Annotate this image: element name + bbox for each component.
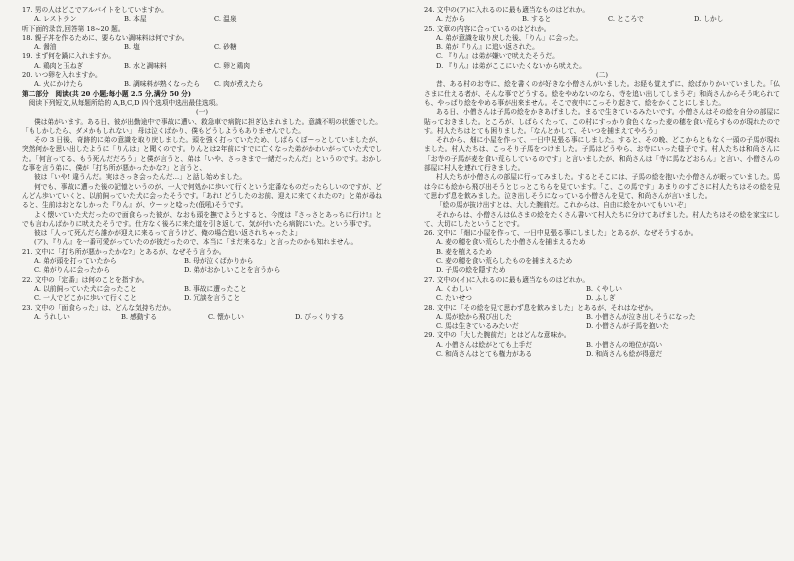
answer-option: C. 弟がりんに会ったから	[34, 266, 111, 275]
answer-option: D. しかし	[694, 15, 724, 24]
question-text: 24. 文中の(ア)に入れるのに最も適当なものはどれか。	[424, 6, 590, 14]
question-text: 27. 文中の(イ)に入れるのに最も適当なものはどれか。	[424, 275, 590, 284]
passage-paragraph: ある日、小僧さんは子馬の絵をかきあげました。まるで生きているみたいです。小僧さんはその絵を自分の部屋に貼っておきました。ところが、しばらくたって、この村にすっかり食色くなった麦の穂を食い荒らすものが現れたのです。村人たちはとても困りました。「なんとかして、そいつを捕まえてやろう」	[424, 108, 780, 135]
answer-option: C. 麦の穂を食い荒らしたものを捕まえるため	[436, 257, 573, 266]
answer-options	[22, 15, 382, 24]
answer-options	[22, 266, 382, 275]
answer-option: C. 温泉	[214, 15, 237, 24]
answer-options	[424, 350, 780, 359]
answer-option: B. くやしい	[586, 284, 622, 293]
answer-option: A. 弟が頭を打っていたから	[34, 257, 117, 266]
passage-one	[22, 118, 382, 248]
passage-paragraph: よく懐いていた犬だったので面食らった彼が、なおも頭を撫でようとすると、今度は『さっさとあっちに行け!』とでも言わんばかりに吠えたそうです。仕方なく後ろに来た道を引き返して、気が付いたら病院にいた。という事です。	[22, 210, 382, 228]
answer-option: A. 鶏肉と玉ねぎ	[34, 61, 84, 70]
answer-option: B. すると	[522, 15, 552, 24]
left-questions-top	[22, 6, 382, 118]
answer-option: D. 小僧さんが子馬を抱いた	[586, 322, 669, 331]
passage-paragraph: それからは、小僧さんは仏さまの絵をたくさん書いて村人たちに分けてあげました。村人たちはその絵を家宝にして、大切にしたということです。	[424, 210, 780, 228]
left-questions-bottom	[22, 248, 382, 322]
question-text: 26. 文中に「畑に小屋を作って、一日中見張る事にしました」とあるが、なぜそうするか。	[424, 229, 698, 238]
answer-option: D. 冗談を言うこと	[184, 294, 241, 303]
passage-two	[424, 80, 780, 229]
passage-paragraph: 村人たちが小僧さんの部屋に行ってみました。するとそこには、子馬の絵を抱いた小僧さんが眠っていました。馬は今にも絵から飛び出そうとじっとこちらを見ています。「こ、この馬です」あまりのすごさに村人たちはその絵を見て思わず息を飲みました。泣き出しそうになっている小僧さんを見て、和尚さんが言いました。	[424, 173, 780, 200]
answer-options	[22, 285, 382, 294]
answer-option: A. くわしい	[436, 284, 472, 293]
answer-option: C. ところで	[608, 15, 644, 24]
passage-paragraph: それから、畑に小屋を作って、一日中見張る事にしました。すると、その晩、どこからともなく一頭の子馬が現れました。村人たちは、こっそり子馬をつけました。子馬はどうやら、お寺にいった様子です。村人たちは和尚さんに「お寺の子馬が麦を食い荒らしているのです」と言いましたが、和尚さんは「寺に馬などおらん」と言い、小僧さんの部屋に村人を連れて行きました。	[424, 136, 780, 173]
answer-option: C. 卵と鶏肉	[214, 61, 250, 70]
answer-option: D. 子馬の絵を隠すため	[436, 266, 506, 275]
answer-option: B. 水と調味料	[124, 61, 167, 70]
answer-option: C. 肉が煮えたら	[214, 80, 264, 89]
answer-option: B. 事故に遭ったこと	[184, 284, 247, 293]
answer-option: C. 砂糖	[214, 43, 237, 52]
answer-options	[424, 34, 780, 71]
answer-option: A. 小僧さんは絵がとても上手だ	[436, 340, 533, 349]
answer-option: A. 醤油	[34, 43, 57, 52]
right-questions-bottom	[424, 229, 780, 359]
answer-option: B. 小僧さんが泣き出しそうになった	[586, 312, 696, 321]
right-questions-top	[424, 6, 780, 80]
answer-options	[424, 238, 780, 275]
answer-options	[22, 80, 382, 89]
answer-option: A. 弟が意識を取り戻した後、「りん」に会った。	[436, 33, 583, 42]
question-text: 25. 文章の内容に合っているのはどれか。	[424, 24, 551, 33]
passage-paragraph: 何でも、事故に遭った後の記憶というのが、一人で何処かに歩いて行くという定番なものだったらしいのですが、どんどん歩いていくと、以前飼っていた犬に会ったそうです。「あれ! どうしたのお前、迎えに来てくれたの?」と弟が尋ねると、生前はおとなしかった『りん』が、ウーッと唸った(低吼)そうです。	[22, 182, 382, 210]
answer-options	[424, 313, 780, 322]
answer-option: B. 調味料が熟くなったら	[124, 80, 201, 89]
left-column	[22, 6, 382, 322]
question-text: 听下面的录音,回答第 18~20 题。	[22, 24, 125, 33]
answer-options	[424, 294, 780, 303]
section-heading: 第二部分 阅读(共 20 小题;每小题 2.5 分,满分 50 分)	[22, 89, 192, 98]
passage-number: (二)	[596, 71, 608, 80]
passage-paragraph: 昔、ある村のお寺に、絵を書くのが好きな小僧さんがいました。お経も覚えずに、絵ばかりかいていました。「仏さまに仕える者が、そんな事でどうする。絵をやめないのなら、寺を追い出してしまうぞ」和尚さんからそう叱られても、やっぱり絵をやめる事が出来ません。そこで夜中にこっそり起きて、絵をかくことにしました。	[424, 80, 780, 107]
passage-paragraph: (ア)、『りん』を一番可愛がっていたのが彼だったので、本当に「まだ来るな」と言ったのかも知れません。	[34, 238, 358, 247]
question-text: 21. 文中に「打ち所が悪かったかな?」とあるが、なぜそう言うか。	[22, 247, 226, 256]
question-text: 28. 文中に「その絵を見て思わず息を飲みました」とあるが、それはなぜか。	[424, 303, 658, 312]
passage-paragraph: 僕は弟がいます。ある日、彼が出勤途中で事故に遭い、救急車で病院に担ぎ込まれました。意識不明の状態でした。「もしかしたら、ダメかもしれない」 母は泣くばかり、僕もどうしようもありませんでした。	[22, 117, 382, 135]
answer-option: B. 弟が『りん』に追い返された。	[436, 43, 539, 52]
answer-option: D. びっくりする	[295, 312, 345, 321]
answer-option: C. 一人でどこかに歩いて行くこと	[34, 294, 137, 303]
answer-option: B. 感動する	[121, 312, 157, 321]
answer-options	[22, 257, 382, 266]
answer-option: A. 馬が絵から飛び出した	[436, 312, 512, 321]
passage-number: (一)	[196, 108, 208, 117]
right-column	[424, 6, 780, 359]
answer-option: A. だから	[436, 15, 466, 24]
question-text: 18. 親子丼を作るために、要らない調味料は何ですか。	[22, 33, 189, 42]
answer-option: A. レストラン	[34, 15, 77, 24]
question-text: 22. 文中の「定番」は何のことを指すか。	[22, 275, 149, 284]
answer-option: C. 馬は生きているみたいだ	[436, 322, 519, 331]
answer-option: D. 弟がおかしいことを言うから	[184, 266, 281, 275]
answer-option: B. 麦を植えるため	[436, 247, 492, 256]
answer-option: D. 和尚さんも絵が得意だ	[586, 349, 663, 358]
answer-options	[424, 341, 780, 350]
answer-option: C. 和尚さんはとても権力がある	[436, 349, 533, 358]
answer-options	[424, 15, 780, 24]
answer-option: D. ふしぎ	[586, 294, 616, 303]
answer-option: B. 小僧さんの地位が高い	[586, 340, 663, 349]
answer-option: A. うれしい	[34, 312, 70, 321]
answer-options	[22, 43, 382, 52]
answer-option: C. 懐かしい	[208, 312, 244, 321]
passage-paragraph: その 3 日後、奇跡的に弟の意識を取り戻しました。頭を強く打っていたため、しばらくぼーっとしていましたが、突然何かを思い出したように「りんは」と聞くのです。りんとは2年前にすでに亡くなった弟がかわいがっていた犬でした。「何言ってる、もう死んだだろう」と僕が言うと、弟は「いや、さっきまで一緒だったんだ」というのです。おかしな事を言う弟に、僕が「打ち所が悪かったかな?」と言うと、	[22, 136, 382, 173]
answer-option: B. 母が泣くばかりから	[184, 257, 254, 266]
passage-paragraph: 彼は「いや! 違うんだ。実はさっき会ったんだ…」と話し始めました。	[34, 173, 247, 182]
question-text: 29. 文中の「大した腕前だ」とはどんな意味か。	[424, 331, 571, 340]
passage-paragraph: 彼は「人って死んだら誰かが迎えに来るって言うけど、俺の場合追い返されちゃったよ」	[34, 229, 302, 238]
question-text: 23. 文中の「面食らった」は、どんな気持ちだか。	[22, 303, 176, 312]
question-text: 19. まず何を鍋に入れますか。	[22, 52, 116, 61]
answer-option: D. 『りん』は弟がここにいたくないから吠えた。	[436, 61, 586, 70]
answer-options	[424, 322, 780, 331]
answer-option: B. 本屋	[124, 15, 147, 24]
answer-option: C. たいせつ	[436, 294, 472, 303]
answer-option: B. 塩	[124, 43, 140, 52]
answer-option: A. 火にかけたら	[34, 80, 84, 89]
question-text: 17. 男の人はどこでアルバイトをしていますか。	[22, 6, 168, 14]
answer-option: A. 以前飼っていた犬に会ったこと	[34, 284, 137, 293]
answer-options	[424, 285, 780, 294]
passage-paragraph: 「絵の馬が抜け出すとは、大した腕前だ。これからは、自由に絵をかいてもいいぞ」	[436, 201, 691, 210]
answer-options	[22, 62, 382, 71]
question-text: 20. いつ卵を入れますか。	[22, 71, 102, 80]
answer-option: C. 『りん』は弟が嫌いで吠えたそうだ。	[436, 52, 559, 61]
answer-options	[22, 294, 382, 303]
question-text: 阅读下列短文,从每题所给的 A,B,C,D 四个选项中选出最佳选项。	[22, 98, 222, 107]
answer-option: A. 麦の穂を食い荒らした小僧さんを捕まえるため	[436, 238, 586, 247]
answer-options	[22, 313, 382, 322]
